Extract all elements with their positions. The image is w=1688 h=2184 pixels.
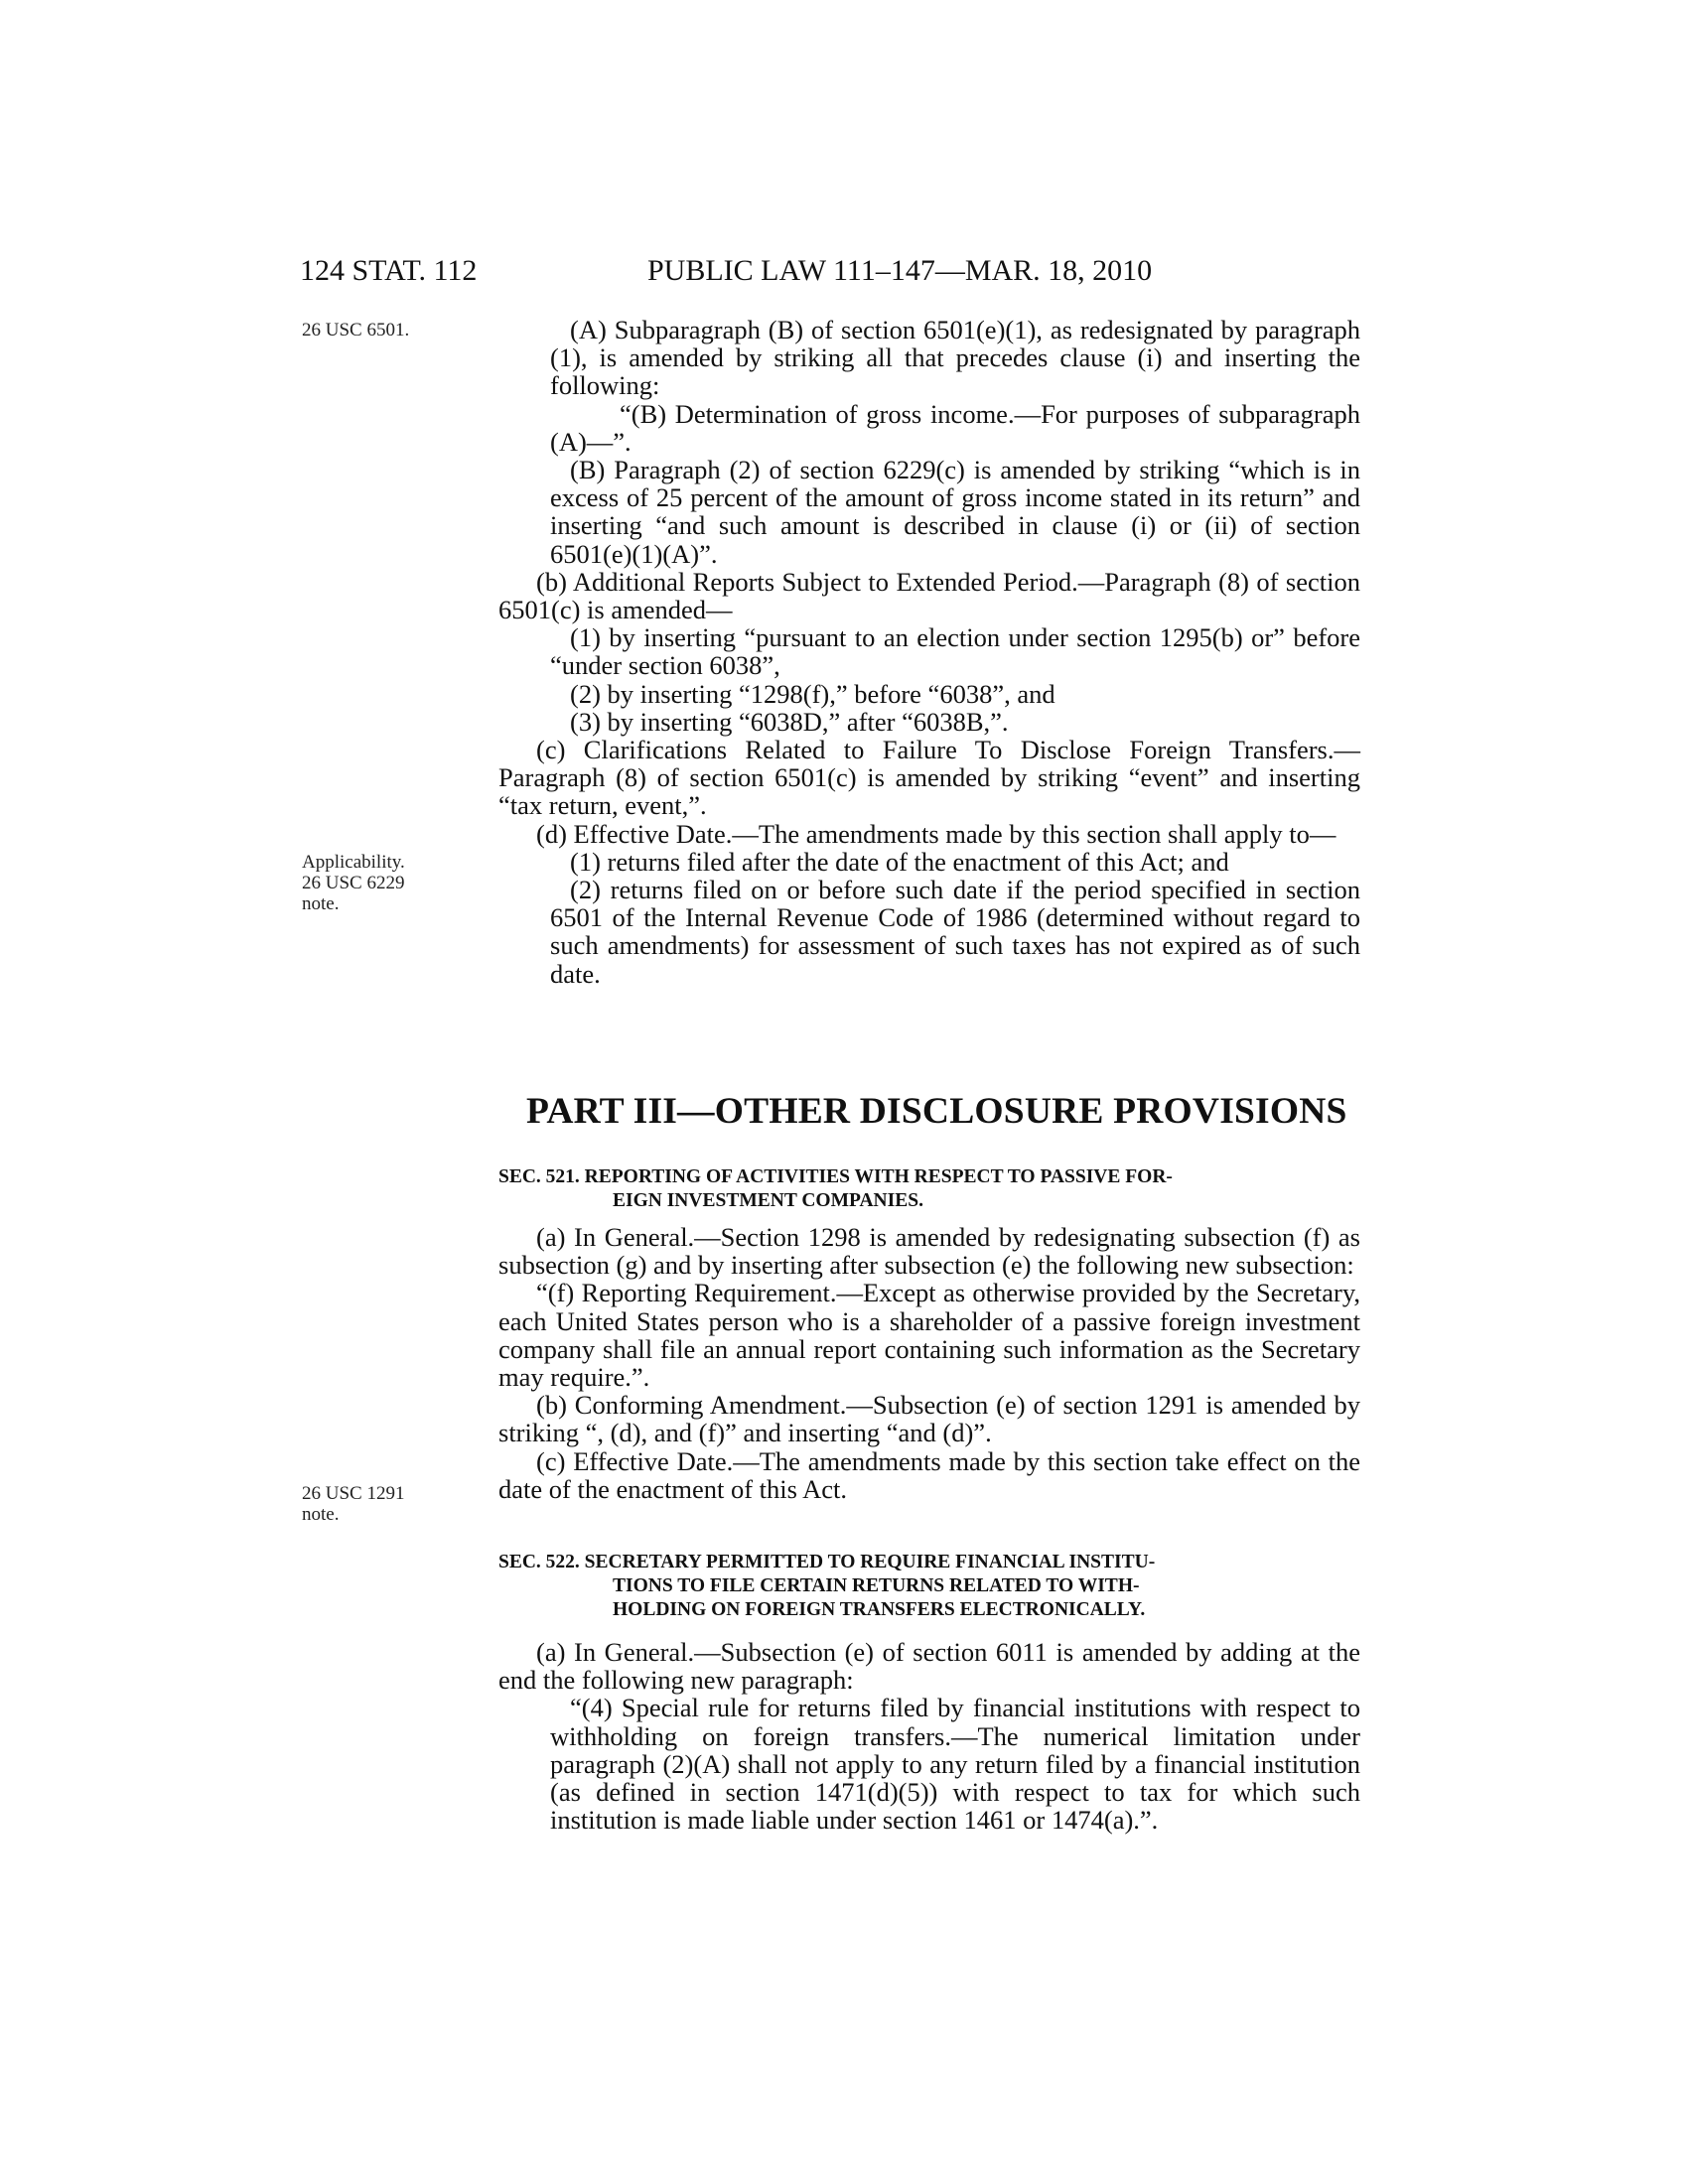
section-520-amendments xyxy=(498,316,1360,988)
section-521-heading xyxy=(498,1165,1360,1213)
margin-note-line: note. xyxy=(302,893,340,914)
section-heading-line: TIONS TO FILE CERTAIN RETURNS RELATED TO WITH- xyxy=(613,1575,1140,1596)
margin-note-line: Applicability. xyxy=(302,852,405,873)
subsection-a-in-general: (a) In General.—Subsection (e) of section 6011 is amended by adding at the end the following new paragraph: xyxy=(498,1637,1360,1696)
section-heading-line: EIGN INVESTMENT COMPANIES. xyxy=(613,1190,923,1211)
clause-2-1298f: (2) by inserting “1298(f),” before “6038”, and xyxy=(570,678,1055,709)
subsection-a-in-general: (a) In General.—Section 1298 is amended by redesignating subsection (f) as subsection (g) and by inserting after subsection (e) the following new subsection: xyxy=(498,1222,1360,1281)
section-522-heading xyxy=(498,1551,1360,1622)
quoted-determination-gross-income: “(B) Determination of gross income.—For purposes of subparagraph (A)—”. xyxy=(550,398,1360,457)
paragraph-b-6229: (B) Paragraph (2) of section 6229(c) is amended by striking “which is in excess of 25 percent of the amount of gross income stated in its return” and inserting “and such amount is described in clause (i) or (ii) of section 6501(e)(1)(A)”. xyxy=(550,455,1360,569)
clause-1-pursuant: (1) by inserting “pursuant to an election under section 1295(b) or” before “under section 6038”, xyxy=(550,622,1360,681)
statute-page-reference: 124 STAT. 112 xyxy=(300,254,478,287)
margin-note-line: 26 USC 1291 xyxy=(302,1483,405,1504)
margin-note-applicability xyxy=(302,852,405,914)
subsection-b-additional-reports: (b) Additional Reports Subject to Extended Period.—Paragraph (8) of section 6501(c) is amended— xyxy=(498,566,1360,625)
section-522-body xyxy=(498,1638,1360,1834)
clause-2-returns-filed-before: (2) returns filed on or before such date if the period specified in section 6501 of the Internal Revenue Code of 1986 (determined without regard to such amendments) for assessment of such taxes has not expired as of such date. xyxy=(550,875,1360,989)
margin-note-usc-6501 xyxy=(302,320,409,341)
running-header-title: PUBLIC LAW 111–147—MAR. 18, 2010 xyxy=(647,254,1153,287)
margin-note-line: note. xyxy=(302,1504,340,1525)
section-521-body xyxy=(498,1223,1360,1503)
clause-1-returns-filed-after: (1) returns filed after the date of the enactment of this Act; and xyxy=(570,846,1229,877)
section-heading-line: HOLDING ON FOREIGN TRANSFERS ELECTRONICALLY. xyxy=(613,1599,1146,1620)
subsection-b-conforming-amendment: (b) Conforming Amendment.—Subsection (e) of section 1291 is amended by striking “, (d), and (f)” and inserting “and (d)”. xyxy=(498,1390,1360,1448)
quoted-special-rule: “(4) Special rule for returns filed by financial institutions with respect to withholding on foreign transfers.—The numerical limitation under paragraph (2)(A) shall not apply to any return filed by a financial institution (as defined in section 1471(d)(5)) with respect to tax for which such institution is made liable under section 1461 or 1474(a).”. xyxy=(550,1693,1360,1836)
subsection-d-effective-date: (d) Effective Date.—The amendments made by this section shall apply to— xyxy=(536,818,1336,849)
section-heading-line: SEC. 522. SECRETARY PERMITTED TO REQUIRE FINANCIAL INSTITU- xyxy=(498,1552,1156,1572)
subsection-c-clarifications: (c) Clarifications Related to Failure To Disclose Foreign Transfers.—Paragraph (8) of section 6501(c) is amended by striking “event” and inserting “tax return, event,”. xyxy=(498,735,1360,821)
paragraph-a-subparagraph: (A) Subparagraph (B) of section 6501(e)(1), as redesignated by paragraph (1), is amended by striking all that precedes clause (i) and inserting the following: xyxy=(550,315,1360,401)
section-heading-line: SEC. 521. REPORTING OF ACTIVITIES WITH RESPECT TO PASSIVE FOR- xyxy=(498,1166,1173,1187)
part-heading: PART III—OTHER DISCLOSURE PROVISIONS xyxy=(526,1091,1347,1132)
margin-note-line: 26 USC 6229 xyxy=(302,873,405,893)
subsection-c-effective-date: (c) Effective Date.—The amendments made by this section take effect on the date of the enactment of this Act. xyxy=(498,1445,1360,1504)
margin-note-usc-1291 xyxy=(302,1483,404,1525)
margin-note-text: 26 USC 6501. xyxy=(302,320,410,341)
quoted-reporting-requirement: “(f) Reporting Requirement.—Except as otherwise provided by the Secretary, each United States person who is a shareholder of a passive foreign investment company shall file an annual report containing such information as the Secretary may require.”. xyxy=(498,1278,1360,1393)
clause-3-6038d: (3) by inserting “6038D,” after “6038B,”. xyxy=(570,706,1009,737)
